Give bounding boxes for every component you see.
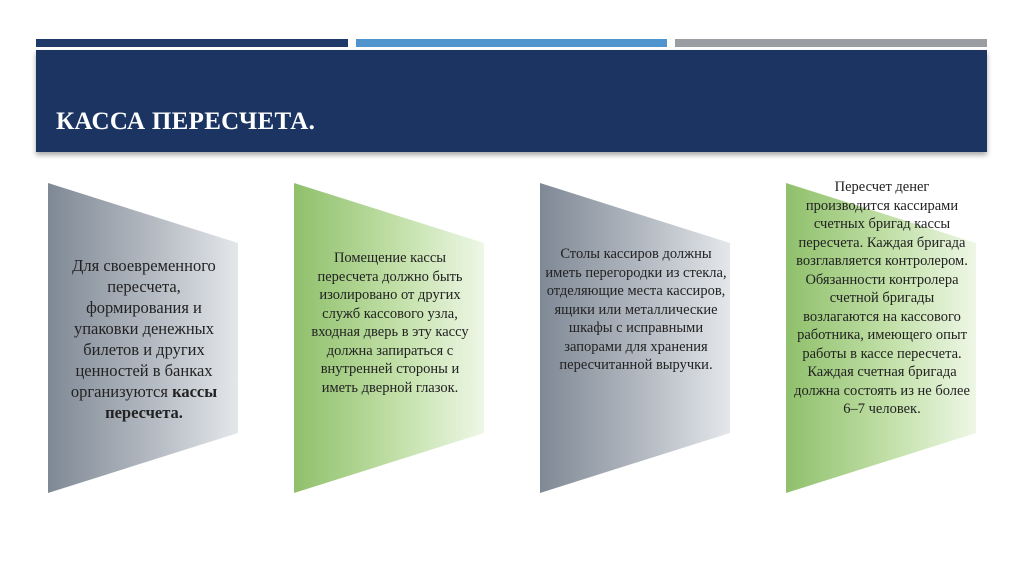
process-card-3 xyxy=(540,183,732,493)
title-band xyxy=(36,50,987,152)
card-3-text: Столы кассиров должны иметь перегородки из стекла, отделяющие места кассиров, ящики или металлические шкафы с исправными запорами для хранения пересчитанной выручки. xyxy=(545,246,727,373)
card-1-text xyxy=(54,255,234,423)
card-1-body: Для своевременного пересчета, формирования и упаковки денежных билетов и других ценностей в банках организуются xyxy=(70,256,216,401)
card-4-text: Пересчет денег производится кассирами счетных бригад кассы пересчета. Каждая бригада возглавляется контролером. Обязанности контролера счетной бригады возлагаются на кассового работника, имеющего опыт работы в кассе пересчета. Каждая счетная бригада должна состоять из не более 6–7 человек. xyxy=(794,179,970,417)
accent-bar-blue xyxy=(356,39,667,47)
process-card-2 xyxy=(294,183,486,493)
accent-bar-navy xyxy=(36,39,348,47)
slide-title: КАССА ПЕРЕСЧЕТА. xyxy=(56,108,316,135)
card-2-text: Помещение кассы пересчета должно быть изолировано от других служб кассового узла, входная дверь в эту кассу должна запираться с внутренней стороны и иметь дверной глазок. xyxy=(311,250,469,396)
card-1-emphasis: кассы пересчета. xyxy=(105,382,218,422)
process-card-1 xyxy=(48,183,240,493)
accent-bar-gray xyxy=(675,39,987,47)
